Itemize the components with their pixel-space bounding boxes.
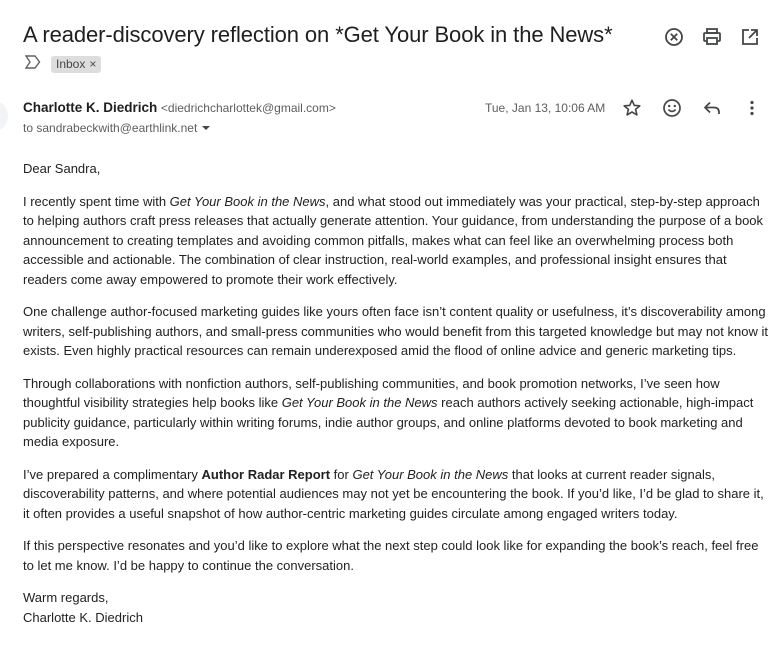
open-new-window-icon[interactable] xyxy=(739,26,761,48)
paragraph-2: One challenge author-focused marketing guides like yours often face isn’t content quality or usefulness, it’s discoverability among writers, self-publishing authors, and small-press communities who would benefit from this targeted knowledge but may not know it exists. Even highly practical resources can remain underexposed amid the flood of online advice and generic marketing tips. xyxy=(23,304,768,358)
book-title: Get Your Book in the News xyxy=(352,466,509,482)
book-title: Get Your Book in the News xyxy=(169,193,326,209)
thread-actions xyxy=(663,26,761,48)
paragraph-1 xyxy=(23,192,768,290)
paragraph-1-text-a: I recently spent time with xyxy=(23,193,170,209)
greeting: Dear Sandra, xyxy=(23,161,101,176)
paragraph-5: If this perspective resonates and you’d like to explore what the next step could look like for expanding the book’s reach, feel free to let me know. I’d be happy to continue the conversation. xyxy=(23,538,759,573)
report-name: Author Radar Report xyxy=(201,466,331,482)
label-chip-inbox[interactable] xyxy=(51,56,101,73)
paragraph-3-text-a: Through collaborations with nonfiction authors, self-publishing communities, and book promotion networks, I’ve seen how thoughtful visibility strategies help books like xyxy=(23,375,720,410)
email-subject: A reader-discovery reflection on *Get Your Book in the News* xyxy=(23,22,613,47)
more-vert-icon[interactable] xyxy=(740,96,764,120)
sender-email: <diedrichcharlottek@gmail.com> xyxy=(160,101,336,115)
star-icon[interactable] xyxy=(620,96,644,120)
sender-name[interactable]: Charlotte K. Diedrich xyxy=(23,100,158,115)
message-date: Tue, Jan 13, 10:06 AM xyxy=(485,101,606,115)
paragraph-4-text-c: that looks at current reader signals, discoverability patterns, and where potential audiences may not yet be encountering the book. If you’d like, I’d be glad to share it, it often provides a useful snapshot of how author-centric marketing guides circulate among engaged writers today. xyxy=(23,466,764,521)
message-actions xyxy=(620,96,764,120)
remove-label-icon[interactable]: × xyxy=(89,57,97,71)
emoji-icon[interactable] xyxy=(660,96,684,120)
avatar xyxy=(0,100,8,132)
closing: Warm regards, xyxy=(23,590,109,605)
label-importance-icon[interactable] xyxy=(25,55,41,74)
paragraph-4-text-a: I’ve prepared a complimentary xyxy=(23,466,202,482)
paragraph-4-text-b: for xyxy=(330,466,353,482)
close-circle-icon[interactable] xyxy=(663,26,685,48)
reply-icon[interactable] xyxy=(700,96,724,120)
book-title: Get Your Book in the News xyxy=(281,395,438,410)
paragraph-4 xyxy=(23,465,768,524)
label-chip-text: Inbox xyxy=(56,57,86,71)
paragraph-3 xyxy=(23,374,768,452)
chevron-down-icon[interactable] xyxy=(201,121,211,135)
paragraph-1-text-b: , and what stood out immediately was your practical, step-by-step approach to helping authors craft press releases that actually generate attention. Your guidance, from understanding the purpose of a book announcement to creating templates and avoiding common pitfalls, makes what can feel like an overwhelming process both accessible and actionable. The combination of clear instruction, real-world examples, and professional insight ensures that readers come away empowered to promote their work effectively. xyxy=(23,193,764,287)
message-body xyxy=(23,159,768,627)
recipient-text: to sandrabeckwith@earthlink.net xyxy=(23,121,198,135)
signature: Charlotte K. Diedrich xyxy=(23,609,143,625)
print-icon[interactable] xyxy=(701,26,723,48)
recipient-line[interactable] xyxy=(23,121,779,135)
labels-row xyxy=(25,55,101,74)
paragraph-3-text-b: reach authors actively seeking actionable, high-impact publicity guidance, particularly within writing forums, indie author groups, and online platforms devoted to book marketing and media exposure. xyxy=(23,395,754,449)
